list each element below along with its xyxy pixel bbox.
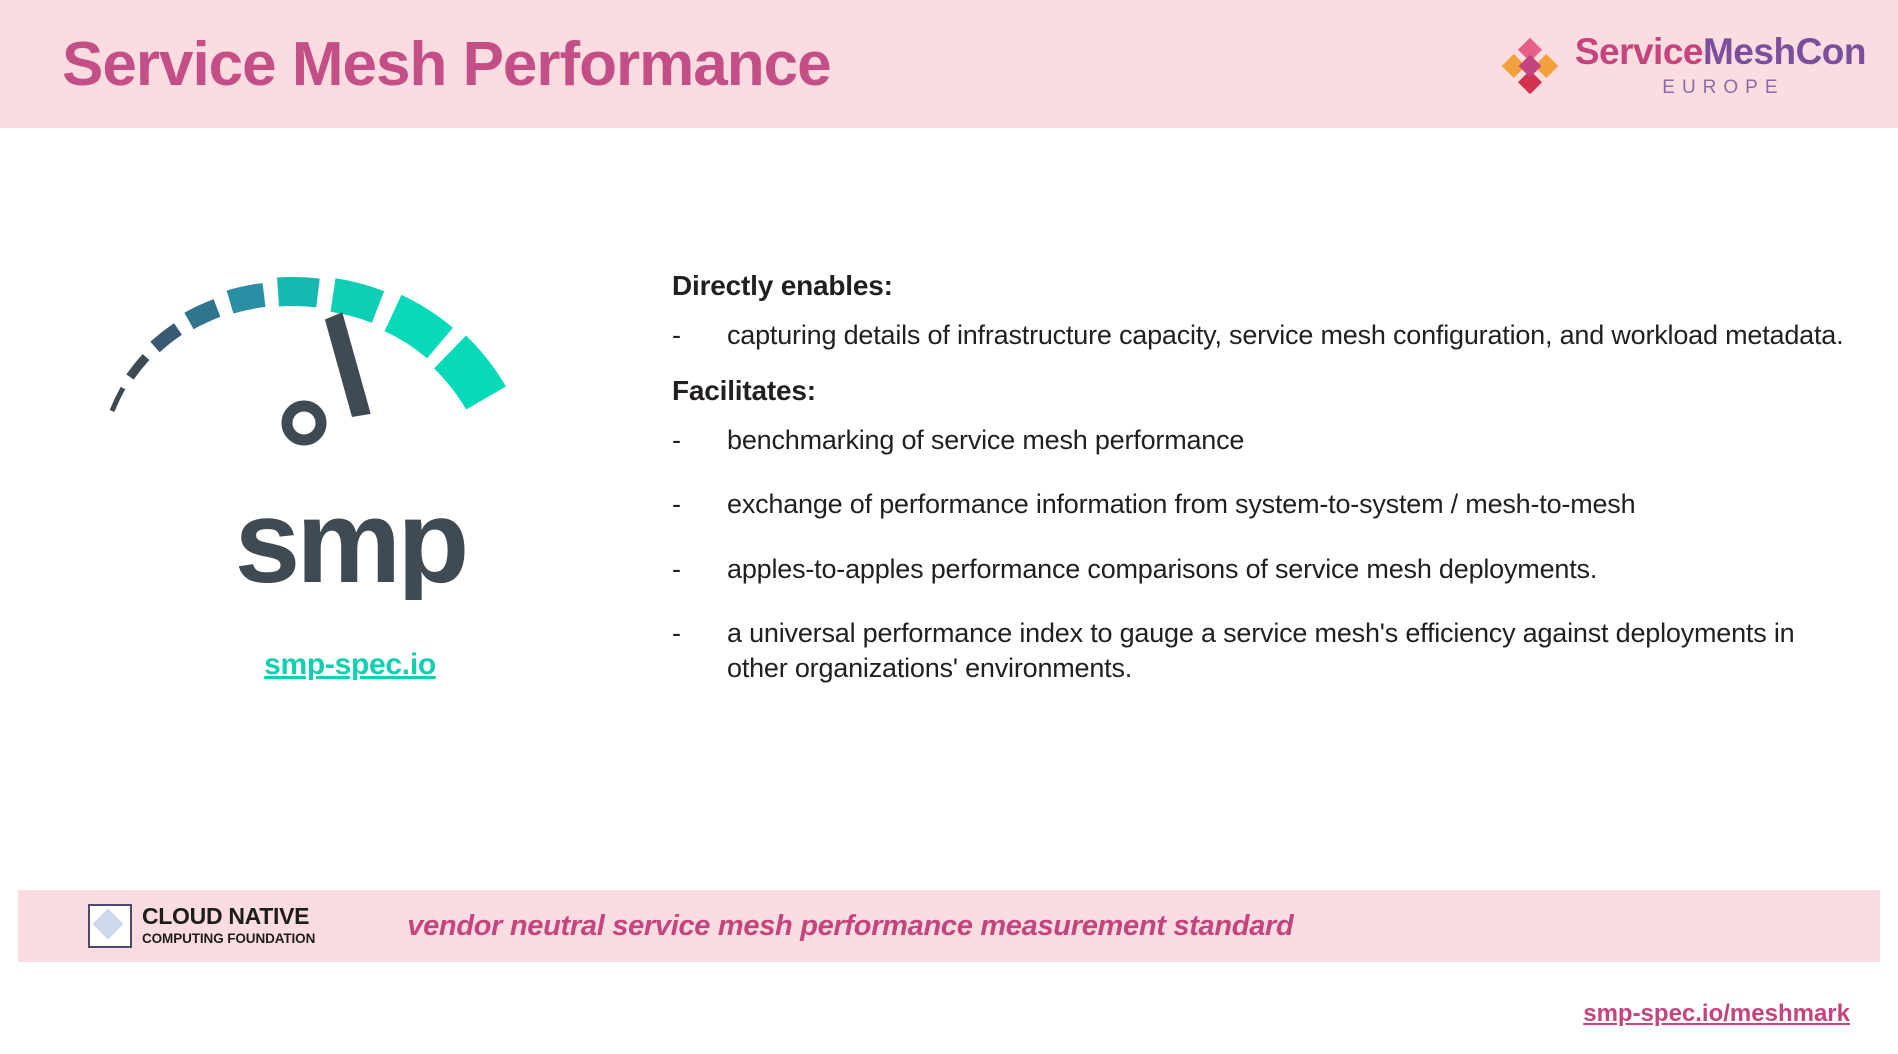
footer-tagline: vendor neutral service mesh performance measurement standard: [407, 909, 1294, 942]
bullet-text: benchmarking of service mesh performance: [727, 424, 1245, 455]
cncf-line-2: COMPUTING FOUNDATION: [142, 930, 316, 946]
footer-band: [18, 890, 1880, 962]
bullet-marker: -: [672, 320, 681, 350]
bullet-text: capturing details of infrastructure capacity, service mesh configuration, and workload metadata.: [727, 320, 1844, 350]
brand-name-mesh: Mesh: [1702, 30, 1796, 72]
cncf-line-1: CLOUD NATIVE: [142, 902, 310, 929]
section-title-directly-enables: Directly enables:: [672, 270, 893, 301]
cncf-logo: [88, 904, 315, 948]
left-column: [70, 235, 630, 682]
bullet-text: a universal performance index to gauge a service mesh's efficiency against deployments in other organizations' environments.: [727, 618, 1795, 683]
section-title-facilitates: Facilitates:: [672, 374, 816, 406]
list-item: [672, 318, 1862, 353]
brand-name: [1574, 30, 1866, 72]
brand-text: [1574, 30, 1866, 100]
list-item: [672, 616, 1862, 685]
bullet-marker: -: [672, 553, 681, 584]
diamond-cluster-icon: [1497, 33, 1563, 99]
svg-text:smp: smp: [234, 490, 466, 600]
cncf-logo-text: [142, 902, 316, 947]
slide-header: [0, 0, 1898, 128]
list-item: [672, 487, 1862, 522]
page-title: Service Mesh Performance: [62, 29, 831, 99]
list-item: [672, 423, 1862, 458]
bullet-marker: -: [672, 424, 681, 455]
bullet-list-directly-enables: [672, 318, 1862, 353]
list-item: [672, 552, 1862, 587]
bullet-text: apples-to-apples performance comparisons of service mesh deployments.: [727, 553, 1598, 584]
bullet-marker: -: [672, 489, 681, 520]
brand-name-con: Con: [1795, 30, 1866, 72]
smp-logo: [150, 490, 550, 600]
right-column: [672, 270, 1862, 715]
servicemeshcon-brand: [1497, 30, 1866, 100]
brand-region: EUROPE: [1662, 77, 1785, 99]
cncf-logo-icon: [88, 904, 132, 948]
smp-spec-link[interactable]: smp-spec.io: [264, 648, 436, 681]
bullet-text: exchange of performance information from system-to-system / mesh-to-mesh: [727, 489, 1636, 520]
speedometer-gauge-icon: [90, 235, 610, 465]
bullet-marker: -: [672, 618, 681, 649]
meshmark-link[interactable]: smp-spec.io/meshmark: [1583, 1000, 1850, 1027]
bullet-list-facilitates: [672, 423, 1862, 686]
brand-name-service: Service: [1574, 30, 1703, 72]
